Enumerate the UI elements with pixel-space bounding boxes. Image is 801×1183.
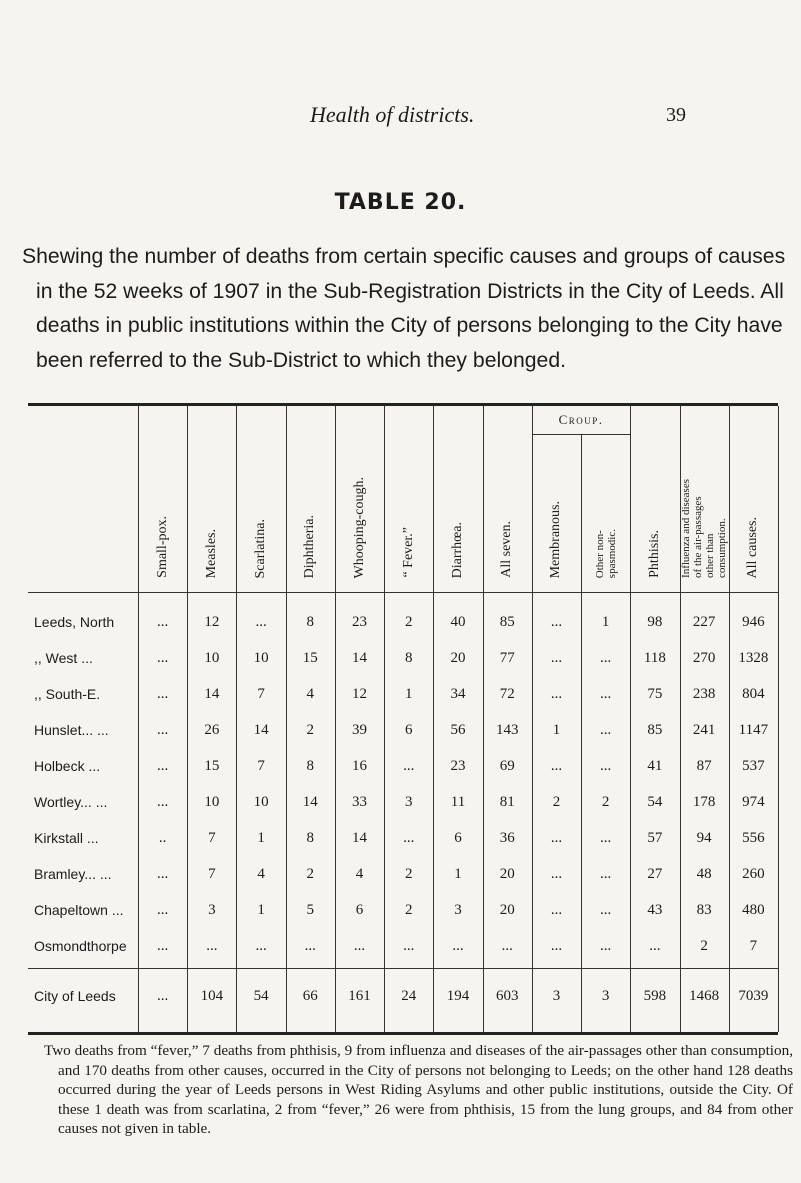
table-cell: 98 [647, 614, 663, 630]
row-label: Leeds, North [34, 614, 115, 630]
table-cell: 11 [450, 794, 466, 810]
table-cell: ... [156, 902, 169, 918]
table-cell: 3 [552, 988, 561, 1004]
row-label: Wortley... ... [34, 794, 108, 810]
table-cell: 66 [302, 988, 318, 1004]
table-cell: 480 [742, 902, 765, 918]
table-cell: 1 [405, 686, 413, 702]
table-cell: 81 [499, 794, 515, 810]
table-caption: Shewing the number of deaths from certain specific causes and groups of causes in the 52 weeks of 1907 in the Sub-Registration Districts in the City of Leeds. All deaths in public institutions within the City of persons belonging to the City have been referred to the Sub-District to which they belonged. [22, 245, 786, 372]
column-header [286, 416, 335, 578]
table-row [28, 712, 778, 748]
table-cell: 85 [499, 614, 515, 630]
table-cell: 1 [552, 722, 561, 738]
column-header-label: Phthisis. [646, 530, 662, 578]
table-cell: ... [550, 650, 563, 666]
table-cell: 2 [306, 866, 315, 882]
table-cell: 1147 [738, 722, 769, 738]
table-cell: 1 [257, 830, 265, 846]
table-cell: 804 [742, 686, 765, 702]
table-cell: ... [156, 866, 169, 882]
table-cell: 238 [692, 686, 716, 702]
table-cell: 72 [499, 686, 515, 702]
table-cell: 1468 [689, 988, 720, 1004]
table-cell: ... [600, 650, 612, 666]
column-header-label: Diphtheria. [302, 514, 318, 578]
running-title: Health of districts. [310, 102, 475, 127]
table-cell: 2 [601, 794, 610, 810]
table-cell: 4 [306, 686, 315, 702]
column-header-label: All causes. [745, 516, 761, 578]
table-cell: 16 [352, 758, 368, 774]
table-row [28, 604, 778, 640]
table-cell: ... [304, 938, 316, 954]
column-header-label: Whooping-cough. [351, 476, 367, 578]
table-cell: 40 [450, 614, 466, 630]
table-cell: 3 [601, 988, 610, 1004]
table-cell: 14 [302, 794, 318, 810]
table-cell: 36 [499, 830, 515, 846]
table-cell: ... [550, 758, 563, 774]
table-cell: ... [600, 686, 612, 702]
column-header [433, 416, 482, 578]
page-number: 39 [666, 104, 686, 126]
table-cell: ... [501, 938, 513, 954]
table-cell: ... [600, 722, 612, 738]
table-cell: 194 [446, 988, 470, 1004]
row-label: ,, West ... [34, 650, 93, 666]
table-cell: 270 [692, 650, 716, 666]
table-cell: 5 [306, 902, 315, 918]
table-cell: ... [452, 938, 464, 954]
table-cell: 8 [306, 830, 315, 846]
column-header [138, 416, 187, 578]
table-cell: ... [550, 902, 563, 918]
row-label: Bramley... ... [34, 866, 112, 882]
table-cell: 10 [204, 650, 220, 666]
table-cell: 87 [696, 758, 712, 774]
table-cell: 556 [742, 830, 765, 846]
table-cell: 260 [742, 866, 765, 882]
table-cell: ... [156, 988, 169, 1004]
table-cell: 34 [450, 686, 466, 702]
row-label: Osmondthorpe [34, 938, 127, 954]
row-label: Chapeltown ... [34, 902, 124, 918]
column-header [187, 416, 236, 578]
table-cell: 7 [208, 830, 216, 846]
table-cell: ... [353, 938, 366, 954]
table-cell: ... [156, 650, 169, 666]
table-cell: 10 [253, 650, 269, 666]
table-cell: 4 [257, 866, 265, 882]
table-cell: 946 [742, 614, 765, 630]
table-cell: 241 [692, 722, 716, 738]
table-cell: 2 [700, 938, 708, 954]
table-cell: ... [403, 758, 415, 774]
table-cell: 7 [208, 866, 216, 882]
column-header-label: Scarlatina. [253, 518, 269, 578]
table-cell: ... [156, 614, 169, 630]
table-cell: 48 [696, 866, 712, 882]
column-header-label: Membranous. [548, 500, 564, 578]
table-cell: 57 [647, 830, 663, 846]
table-cell: 2 [405, 902, 413, 918]
table-cell: 85 [647, 722, 663, 738]
table-cell: 3 [454, 902, 462, 918]
table-cell: ... [550, 614, 563, 630]
table-cell: 24 [401, 988, 417, 1004]
table-cell: ... [600, 830, 612, 846]
column-header-label: Measles. [203, 528, 219, 578]
table-cell: ... [156, 686, 169, 702]
table-cell: 4 [355, 866, 364, 882]
table-cell: 178 [692, 794, 716, 810]
mortality-table [28, 403, 778, 1035]
table-cell: 2 [405, 614, 413, 630]
table-cell: 14 [204, 686, 220, 702]
row-label: City of Leeds [34, 988, 116, 1004]
table-cell: 8 [306, 758, 315, 774]
table-cell: 143 [495, 722, 519, 738]
table-cell: 8 [405, 650, 413, 666]
table-cell: 39 [352, 722, 368, 738]
column-header [384, 416, 433, 578]
column-header [532, 440, 581, 578]
table-cell: 7 [257, 686, 265, 702]
column-header [335, 416, 384, 578]
table-cell: 23 [450, 758, 466, 774]
table-cell: 10 [253, 794, 269, 810]
table-cell: 14 [352, 830, 368, 846]
table-cell: .. [158, 830, 167, 846]
table-cell: ... [156, 722, 169, 738]
table-cell: ... [156, 758, 169, 774]
column-header-label: Small-pox. [154, 516, 170, 578]
table-cell: 69 [499, 758, 515, 774]
row-label: Kirkstall ... [34, 830, 99, 846]
table-cell: 20 [499, 902, 515, 918]
table-cell: 12 [204, 614, 220, 630]
running-head [0, 102, 801, 132]
table-cell: 598 [643, 988, 667, 1004]
table-cell: 10 [204, 794, 220, 810]
column-header [630, 416, 679, 578]
column-header [680, 416, 729, 578]
table-cell: 20 [499, 866, 515, 882]
table-cell: 7039 [738, 988, 769, 1004]
table-title: TABLE 20. [334, 190, 467, 215]
column-divider [778, 406, 779, 1032]
table-cell: 14 [352, 650, 368, 666]
table-cell: 14 [253, 722, 269, 738]
table-cell: ... [649, 938, 661, 954]
table-cell: 20 [450, 650, 466, 666]
column-header-label: Diarrhœa. [449, 521, 465, 578]
header-rule [28, 592, 778, 593]
table-cell: 56 [450, 722, 466, 738]
table-cell: 23 [352, 614, 368, 630]
total-rule [28, 968, 778, 969]
table-row [28, 820, 778, 856]
column-header [581, 440, 630, 578]
table-cell: 15 [302, 650, 318, 666]
table-cell: 7 [749, 938, 758, 954]
table-cell: 43 [647, 902, 663, 918]
table-cell: 7 [257, 758, 265, 774]
table-cell: ... [156, 938, 169, 954]
table-cell: 54 [253, 988, 269, 1004]
table-cell: 1 [257, 902, 265, 918]
column-header-label: Other non- spasmodic. [593, 528, 618, 578]
table-cell: 1328 [738, 650, 769, 666]
table-cell: ... [255, 938, 267, 954]
table-cell: 54 [647, 794, 663, 810]
table-cell: ... [600, 866, 612, 882]
table-cell: 537 [742, 758, 765, 774]
table-cell: ... [600, 938, 612, 954]
table-cell: 603 [495, 988, 519, 1004]
table-cell: 27 [647, 866, 663, 882]
table-cell: ... [600, 902, 612, 918]
table-cell: 33 [352, 794, 368, 810]
table-cell: 2 [306, 722, 315, 738]
table-cell: 6 [355, 902, 364, 918]
column-header [729, 416, 778, 578]
table-cell: 2 [405, 866, 413, 882]
table-row [28, 784, 778, 820]
table-cell: 15 [204, 758, 220, 774]
column-header-label: Influenza and diseases of the air-passages other than consumption. [680, 479, 729, 578]
table-cell: 104 [200, 988, 224, 1004]
table-row [28, 892, 778, 928]
table-cell: 83 [696, 902, 712, 918]
table-cell: 1 [601, 614, 610, 630]
table-row [28, 640, 778, 676]
row-label: Holbeck ... [34, 758, 101, 774]
column-header [236, 416, 285, 578]
table-cell: 3 [208, 902, 216, 918]
table-cell: ... [550, 686, 563, 702]
table-cell: 3 [405, 794, 413, 810]
column-header [483, 416, 532, 578]
table-cell: 26 [204, 722, 220, 738]
table-cell: ... [550, 866, 563, 882]
table-cell: ... [206, 938, 218, 954]
table-cell: 77 [499, 650, 515, 666]
croup-group-header: Croup. [558, 412, 604, 427]
table-cell: ... [255, 614, 267, 630]
table-cell: ... [600, 758, 612, 774]
table-cell: 2 [552, 794, 561, 810]
row-label: ,, South-E. [34, 686, 101, 702]
table-row [28, 676, 778, 712]
table-cell: 12 [352, 686, 368, 702]
group-rule [532, 434, 630, 435]
table-cell: 161 [348, 988, 371, 1004]
table-cell: 75 [647, 686, 663, 702]
table-cell: ... [403, 830, 415, 846]
table-cell: 6 [454, 830, 462, 846]
table-cell: ... [550, 938, 563, 954]
table-cell: ... [403, 938, 415, 954]
table-cell: 1 [454, 866, 462, 882]
table-cell: 41 [647, 758, 663, 774]
column-header-label: “ Fever.” [400, 527, 416, 578]
table-cell: 8 [306, 614, 315, 630]
table-cell: ... [156, 794, 169, 810]
table-row [28, 856, 778, 892]
table-cell: 94 [696, 830, 712, 846]
table-cell: 974 [742, 794, 765, 810]
table-row [28, 928, 778, 964]
total-row [28, 978, 778, 1014]
table-cell: 6 [405, 722, 413, 738]
table-cell: 118 [643, 650, 666, 666]
footnote: Two deaths from “fever,” 7 deaths from phthisis, 9 from influenza and diseases of the air-passages other than consumption, and 170 deaths from other causes, occurred in the City of persons not belonging to Leeds; on the other hand 128 deaths occurred during the year of Leeds persons in West Riding Asylums and other public institutions, outside the City. Of these 1 death was from scarlatina, 2 from “fever,” 26 were from phthisis, 15 from the lung groups, and 84 from other causes not given in table. [44, 1042, 793, 1137]
table-cell: 227 [692, 614, 716, 630]
column-header-label: All seven. [499, 521, 515, 578]
row-label: Hunslet... ... [34, 722, 109, 738]
table-row [28, 748, 778, 784]
table-cell: ... [550, 830, 563, 846]
